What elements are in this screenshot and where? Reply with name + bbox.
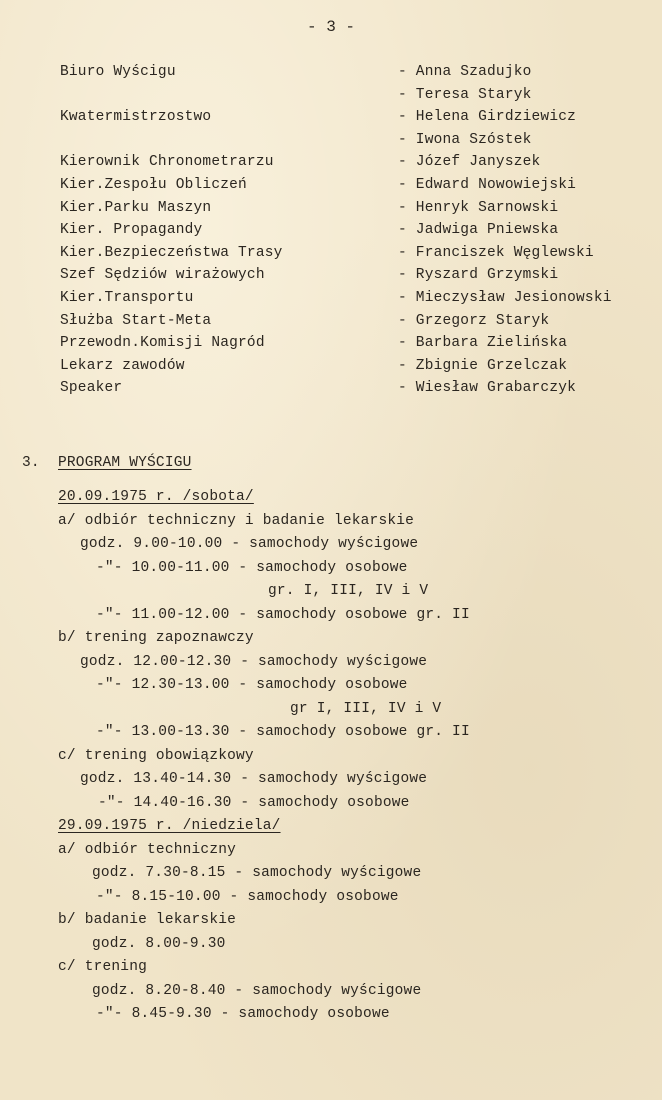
- schedule-line: gr I, III, IV i V: [290, 701, 442, 717]
- schedule-line: c/ trening obowiązkowy: [58, 748, 254, 764]
- staff-name: - Anna Szadujko: [398, 64, 532, 80]
- staff-role: Kierownik Chronometrarzu: [60, 154, 274, 170]
- staff-role: Szef Sędziów wirażowych: [60, 267, 265, 283]
- page-number: - 3 -: [306, 18, 355, 36]
- schedule-line: -"- 8.45-9.30 - samochody osobowe: [96, 1006, 390, 1022]
- schedule-line: -"- 14.40-16.30 - samochody osobowe: [98, 795, 410, 811]
- schedule-line: godz. 8.00-9.30: [92, 936, 226, 952]
- section-heading: PROGRAM WYŚCIGU: [58, 455, 192, 471]
- staff-role: Biuro Wyścigu: [60, 64, 176, 80]
- schedule-line: gr. I, III, IV i V: [268, 583, 429, 599]
- staff-role: Kier. Propagandy: [60, 222, 203, 238]
- staff-role: Kwatermistrzostwo: [60, 109, 212, 125]
- schedule-line: -"- 10.00-11.00 - samochody osobowe: [96, 560, 408, 576]
- staff-name: - Wiesław Grabarczyk: [398, 380, 577, 396]
- section-number: 3.: [22, 455, 40, 471]
- schedule-line: godz. 9.00-10.00 - samochody wyścigowe: [80, 536, 419, 552]
- staff-name: - Józef Janyszek: [398, 154, 541, 170]
- staff-name: - Helena Girdziewicz: [398, 109, 577, 125]
- schedule-date: 20.09.1975 r. /sobota/: [58, 489, 254, 505]
- staff-name: - Grzegorz Staryk: [398, 313, 550, 329]
- schedule-line: b/ badanie lekarskie: [58, 912, 237, 928]
- staff-role: Kier.Zespołu Obliczeń: [60, 177, 247, 193]
- schedule-line: -"- 12.30-13.00 - samochody osobowe: [96, 677, 408, 693]
- staff-name: - Iwona Szóstek: [398, 132, 532, 148]
- schedule-line: godz. 8.20-8.40 - samochody wyścigowe: [92, 983, 422, 999]
- staff-name: - Zbignie Grzelczak: [398, 358, 568, 374]
- staff-name: - Jadwiga Pniewska: [398, 222, 559, 238]
- schedule-date: 29.09.1975 r. /niedziela/: [58, 818, 281, 834]
- staff-role: Służba Start-Meta: [60, 313, 212, 329]
- schedule-line: b/ trening zapoznawczy: [58, 630, 254, 646]
- staff-role: Kier.Bezpieczeństwa Trasy: [60, 245, 283, 261]
- schedule-line: godz. 13.40-14.30 - samochody wyścigowe: [80, 771, 428, 787]
- schedule-line: -"- 11.00-12.00 - samochody osobowe gr. II: [96, 607, 470, 623]
- staff-name: - Edward Nowowiejski: [398, 177, 577, 193]
- schedule-line: -"- 13.00-13.30 - samochody osobowe gr. II: [96, 724, 470, 740]
- staff-role: Kier.Parku Maszyn: [60, 200, 212, 216]
- schedule-line: godz. 12.00-12.30 - samochody wyścigowe: [80, 654, 428, 670]
- schedule-line: c/ trening: [58, 959, 148, 975]
- staff-name: - Mieczysław Jesionowski: [398, 290, 612, 306]
- staff-name: - Henryk Sarnowski: [398, 200, 559, 216]
- schedule-line: godz. 7.30-8.15 - samochody wyścigowe: [92, 865, 422, 881]
- staff-name: - Franciszek Węglewski: [398, 245, 594, 261]
- staff-name: - Ryszard Grzymski: [398, 267, 559, 283]
- staff-name: - Barbara Zielińska: [398, 335, 568, 351]
- schedule-line: a/ odbiór techniczny i badanie lekarskie: [58, 513, 415, 529]
- schedule-line: a/ odbiór techniczny: [58, 842, 237, 858]
- staff-role: Kier.Transportu: [60, 290, 194, 306]
- staff-name: - Teresa Staryk: [398, 87, 532, 103]
- staff-role: Przewodn.Komisji Nagród: [60, 335, 265, 351]
- schedule-line: -"- 8.15-10.00 - samochody osobowe: [96, 889, 399, 905]
- staff-role: Speaker: [60, 380, 123, 396]
- staff-role: Lekarz zawodów: [60, 358, 185, 374]
